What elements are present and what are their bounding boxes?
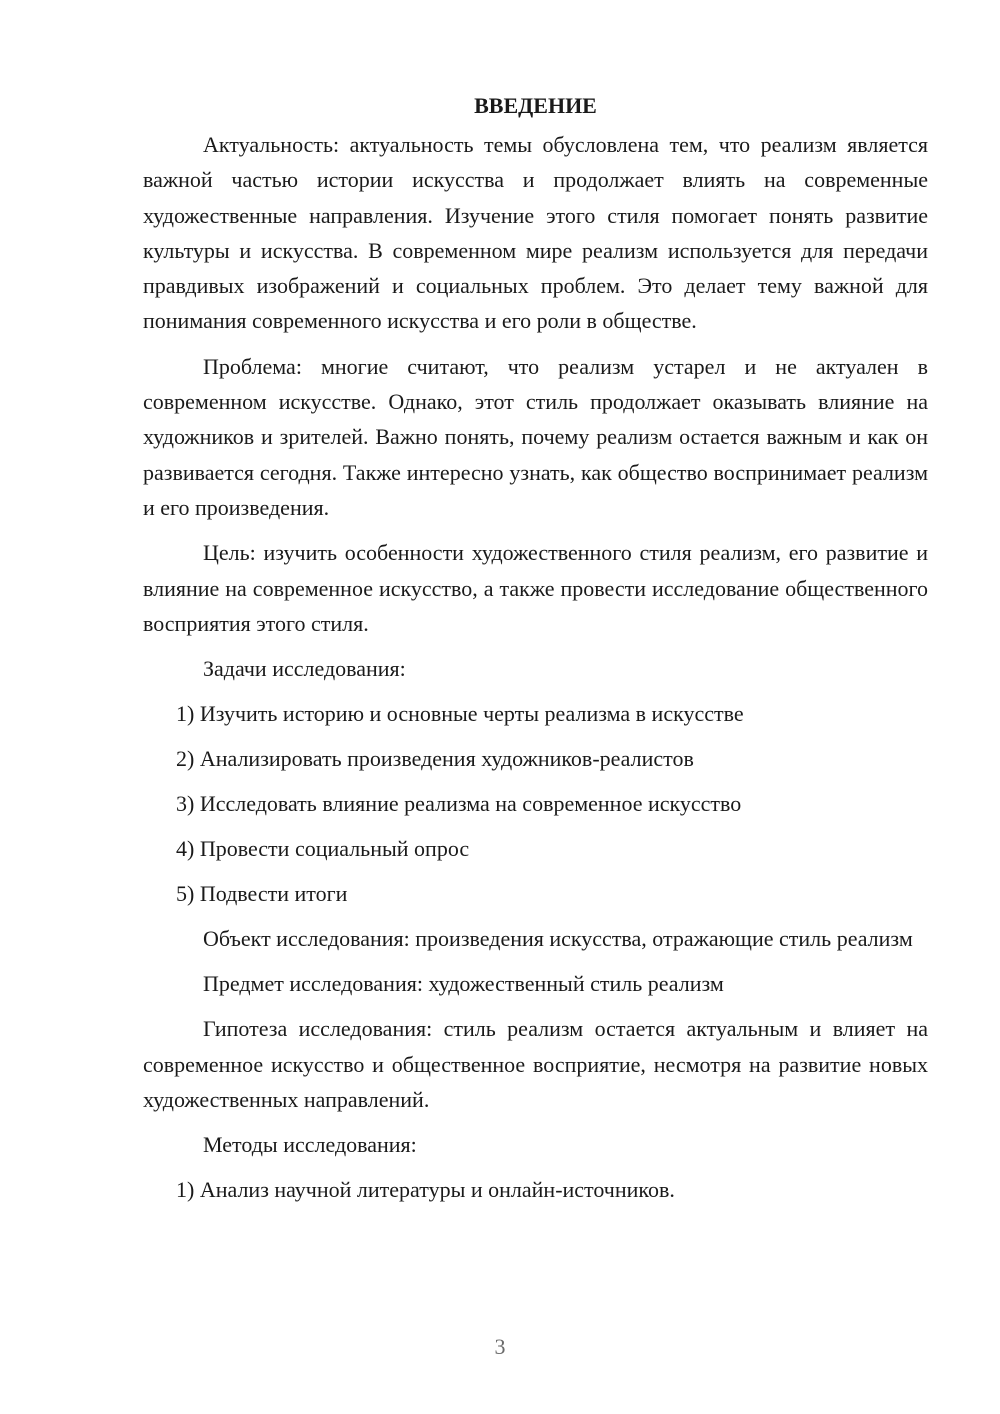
object-paragraph: Объект исследования: произведения искусства, отражающие стиль реализм [203,926,913,952]
problem-paragraph: Проблема: многие считают, что реализм устарел и не актуален в современном искусстве. Однако, этот стиль продолжает оказывать влияние на художников и зрителей. Важно понять, почему реализм остается важным и как он развивается сегодня. Также интересно узнать, как общество воспринимает реализм и его произведения. [143,353,928,520]
tasks-list [143,696,928,911]
task-item: 5) Подвести итоги [176,881,348,907]
method-item: 1) Анализ научной литературы и онлайн-источников. [176,1177,675,1203]
page-number: 3 [494,1334,506,1359]
tasks-heading: Задачи исследования: [203,656,406,682]
subject-paragraph: Предмет исследования: художественный стиль реализм [203,971,724,997]
section-title: ВВЕДЕНИЕ [474,93,597,118]
methods-heading: Методы исследования: [203,1132,417,1158]
document-page [143,88,928,1217]
methods-list [143,1172,928,1207]
task-item: 3) Исследовать влияние реализма на современное искусство [176,791,742,817]
task-item: 2) Анализировать произведения художников-реалистов [176,746,694,772]
relevance-paragraph: Актуальность: актуальность темы обусловлена тем, что реализм является важной частью истории искусства и продолжает влиять на современные художественные направления. Изучение этого стиля помогает понять развитие культуры и искусства. В современном мире реализм используется для передачи правдивых изображений и социальных проблем. Это делает тему важной для понимания современного искусства и его роли в обществе. [143,132,928,334]
task-item: 1) Изучить историю и основные черты реализма в искусстве [176,701,744,727]
task-item: 4) Провести социальный опрос [176,836,470,862]
goal-paragraph: Цель: изучить особенности художественного стиля реализм, его развитие и влияние на современное искусство, а также провести исследование общественного восприятия этого стиля. [143,540,928,636]
hypothesis-paragraph: Гипотеза исследования: стиль реализм остается актуальным и влияет на современное искусство и общественное восприятие, несмотря на развитие новых художественных направлений. [143,1016,928,1113]
